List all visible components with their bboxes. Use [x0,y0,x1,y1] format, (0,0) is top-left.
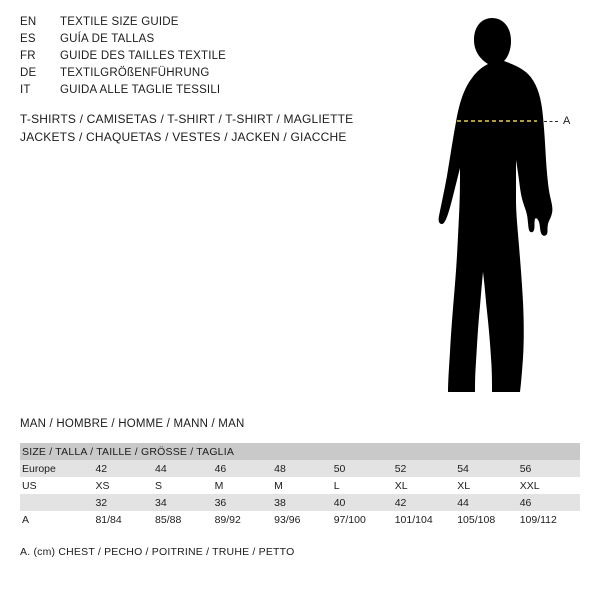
table-cell: 48 [272,460,332,477]
table-cell: 54 [455,460,517,477]
row-label [20,494,93,511]
language-row [20,84,390,101]
table-cell: XL [393,477,455,494]
table-cell: L [332,477,393,494]
table-row [20,460,580,477]
table-cell: 50 [332,460,393,477]
table-row [20,477,580,494]
table-cell: M [272,477,332,494]
table-cell: 85/88 [153,511,213,528]
table-header-row [20,443,580,460]
table-cell: 101/104 [393,511,455,528]
table-cell: 105/108 [455,511,517,528]
size-table [20,443,580,528]
measure-leader-line [544,121,558,122]
table-cell: 52 [393,460,455,477]
table-cell: 93/96 [272,511,332,528]
table-cell: 40 [332,494,393,511]
male-silhouette-figure [400,10,600,410]
row-label: A [20,511,93,528]
row-label: US [20,477,93,494]
table-cell: 42 [393,494,455,511]
language-code: ES [20,33,36,45]
table-cell: XL [455,477,517,494]
garment-category-list [20,110,420,146]
language-list [20,16,390,101]
table-cell: 89/92 [213,511,273,528]
language-title: GUÍA DE TALLAS [60,33,155,45]
language-title: GUIDA ALLE TAGLIE TESSILI [60,84,221,96]
table-title: MAN / HOMBRE / HOMME / MANN / MAN [20,418,245,430]
table-cell: M [213,477,273,494]
measurement-footnote: A. (cm) CHEST / PECHO / POITRINE / TRUHE / PETTO [20,546,295,558]
measure-label-a: A [563,115,571,127]
table-cell: 109/112 [518,511,580,528]
category-tshirts: T-SHIRTS / CAMISETAS / T-SHIRT / T-SHIRT / MAGLIETTE [20,112,354,126]
table-row [20,511,580,528]
table-cell: 42 [93,460,153,477]
language-row [20,50,390,67]
language-code: FR [20,50,36,62]
table-row [20,494,580,511]
row-label: Europe [20,460,93,477]
language-row [20,67,390,84]
table-cell: 56 [518,460,580,477]
table-cell: 81/84 [93,511,153,528]
table-cell: S [153,477,213,494]
table-cell: 44 [455,494,517,511]
language-title: TEXTILE SIZE GUIDE [60,16,179,28]
language-title: GUIDE DES TAILLES TEXTILE [60,50,227,62]
language-row [20,16,390,33]
language-code: DE [20,67,37,79]
table-header-label: SIZE / TALLA / TAILLE / GRÖSSE / TAGLIA [20,443,580,460]
table-cell: XXL [518,477,580,494]
table-cell: 46 [213,460,273,477]
table-cell: 36 [213,494,273,511]
language-code: IT [20,84,31,96]
language-code: EN [20,16,37,28]
category-jackets: JACKETS / CHAQUETAS / VESTES / JACKEN / GIACCHE [20,130,347,144]
table-cell: 46 [518,494,580,511]
language-title: TEXTILGRÖßENFÜHRUNG [60,67,210,79]
silhouette-icon [400,10,600,410]
table-cell: XS [93,477,153,494]
language-row [20,33,390,50]
table-cell: 34 [153,494,213,511]
table-cell: 97/100 [332,511,393,528]
table-cell: 38 [272,494,332,511]
table-cell: 32 [93,494,153,511]
table-cell: 44 [153,460,213,477]
